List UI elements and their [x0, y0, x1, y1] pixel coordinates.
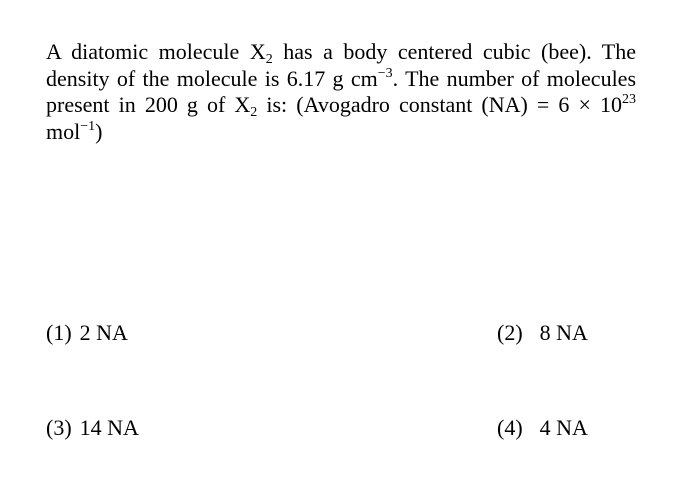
question-line: [46, 92, 636, 119]
option-text: 8 NA: [539, 320, 588, 345]
question-text-segment: density of the molecule is 6.17 g cm: [46, 65, 378, 91]
option-4[interactable]: [497, 415, 588, 441]
question-line: [46, 66, 636, 93]
question-text-segment: is: (Avogadro constant (NA) = 6 × 10: [257, 92, 623, 117]
subscript: 2: [250, 105, 258, 120]
question-text-segment: . The number of molecules: [392, 65, 637, 91]
superscript: −3: [377, 65, 393, 81]
option-1[interactable]: [46, 320, 128, 346]
option-number: (3): [46, 415, 72, 440]
question-text-segment: mol: [46, 118, 81, 144]
question-text: [46, 39, 636, 145]
superscript: 23: [622, 92, 637, 107]
superscript: −1: [80, 118, 96, 134]
option-2[interactable]: [497, 320, 588, 346]
option-text: 4 NA: [539, 415, 588, 440]
subscript: 2: [265, 52, 273, 67]
question-text-segment: ): [95, 118, 103, 144]
question-line: [46, 119, 636, 146]
question-line: [46, 39, 636, 66]
option-number: (1): [46, 320, 72, 345]
option-3[interactable]: [46, 415, 139, 441]
option-text: 14 NA: [79, 415, 139, 440]
option-number: (2): [497, 320, 523, 345]
question-text-segment: has a body centered cubic (bee). The: [272, 39, 637, 64]
option-number: (4): [497, 415, 523, 440]
question-text-segment: A diatomic molecule X: [46, 39, 266, 64]
option-text: 2 NA: [79, 320, 128, 345]
question-text-segment: present in 200 g of X: [46, 92, 251, 117]
